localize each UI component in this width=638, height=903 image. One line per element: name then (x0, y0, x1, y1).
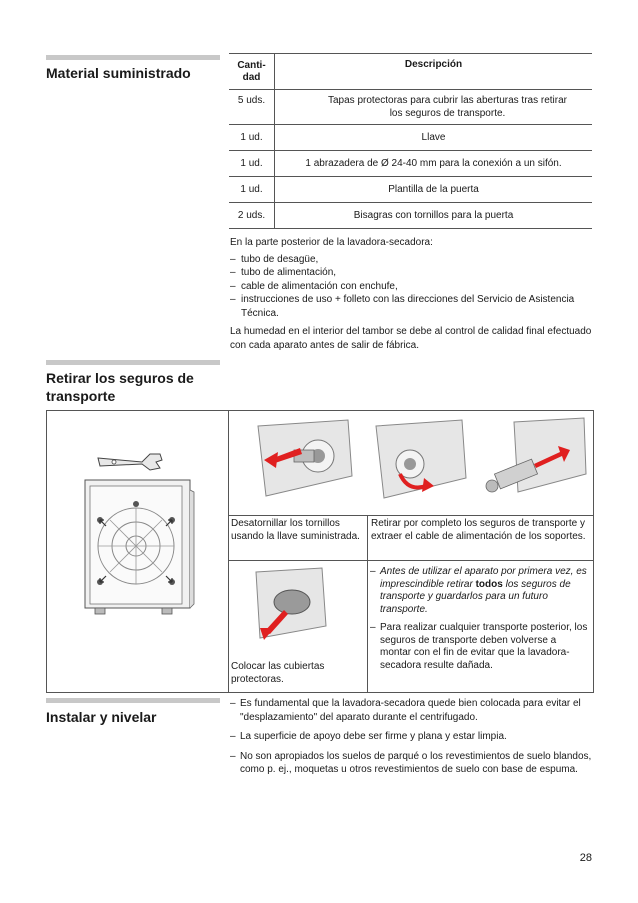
note1-bold: todos (475, 578, 503, 590)
step1-image (248, 416, 358, 510)
humidity-note: La humedad en el interior del tambor se debe al control de calidad final efectuado con cada aparato antes de salir de fábrica. (230, 326, 592, 351)
divider (228, 560, 594, 561)
list-item (370, 566, 588, 616)
list-item: – Para realizar cualquier transporte posterior, los seguros de transporte deben volverse a montar con el fin de evitar que la lavadora-secadora resulte dañada. (370, 622, 588, 672)
step3-cover-image (250, 566, 330, 646)
table-row (229, 151, 592, 177)
section-heading-material: Material suministrado (46, 65, 191, 81)
section-heading-seguros: Retirar los seguros de transporte (46, 370, 194, 404)
materials-table (229, 53, 592, 229)
note1-pre: Antes de utilizar el aparato por primera vez, es imprescindible retirar (380, 566, 587, 590)
table-cell-quantity: 5 uds. (229, 90, 275, 125)
step1-caption: Desatornillar los tornillos usando la llave suministrada. (231, 518, 360, 542)
table-header-description: Descripción (404, 59, 463, 70)
table-cell-description: 1 abrazadera de Ø 24-40 mm para la conexión a un sifón. (305, 158, 562, 169)
list-item: – tubo de alimentación, (230, 266, 595, 280)
section-heading-instalar: Instalar y nivelar (46, 709, 157, 725)
step3-caption: Colocar las cubiertas protectoras. (231, 661, 325, 685)
washer-back-illustration (80, 440, 200, 630)
wrench-icon (98, 454, 162, 470)
table-row (229, 90, 592, 125)
transport-notes (370, 566, 588, 678)
table-row (229, 203, 592, 229)
table-cell-quantity: 1 ud. (229, 177, 275, 203)
step3-image (474, 416, 590, 510)
list-item: – tubo de desagüe, (230, 253, 595, 267)
divider (228, 410, 229, 693)
list-item: – Es fundamental que la lavadora-secadora quede bien colocada para evitar el "desplazamiento" del aparato durante el centrifugado. (230, 697, 595, 724)
table-row (229, 125, 592, 151)
section-bar (46, 55, 220, 60)
table-row (229, 177, 592, 203)
divider (367, 515, 368, 693)
divider (228, 515, 594, 516)
section-bar (46, 360, 220, 365)
table-cell-quantity: 1 ud. (229, 151, 275, 177)
table-cell-description: Plantilla de la puerta (388, 184, 479, 195)
table-cell-description: Bisagras con tornillos para la puerta (353, 210, 514, 221)
section-bar (46, 698, 220, 703)
table-cell-quantity: 2 uds. (229, 203, 275, 229)
table-header-row (229, 54, 592, 90)
rear-intro: En la parte posterior de la lavadora-secadora: (230, 237, 433, 248)
table-cell-quantity: 1 ud. (229, 125, 275, 151)
install-block (230, 697, 595, 783)
page-number: 28 (579, 852, 592, 864)
table-header-quantity: Canti- dad (229, 54, 275, 90)
list-item: – cable de alimentación con enchufe, (230, 280, 595, 294)
table-cell-description: Llave (421, 132, 446, 143)
table-cell-description: Tapas protectoras para cubrir las aberturas tras retirar los seguros de transporte. (328, 95, 567, 119)
note1-post: los seguros de transporte y guardarlos para un futuro transporte. (380, 578, 571, 615)
rear-list (230, 253, 595, 321)
step2-image (370, 416, 470, 510)
step2-caption: Retirar por completo los seguros de transporte y extraer el cable de alimentación de los soportes. (371, 518, 586, 542)
list-item: – La superficie de apoyo debe ser firme y plana y estar limpia. (230, 730, 595, 744)
list-item: – instrucciones de uso + folleto con las direcciones del Servicio de Asistencia Técnica. (230, 293, 595, 320)
rear-contents-block (230, 236, 595, 352)
list-item: – No son apropiados los suelos de parqué o los revestimientos de suelo blandos, como p. ej., moquetas u otros revestimientos de suelo con base de espuma. (230, 750, 595, 777)
